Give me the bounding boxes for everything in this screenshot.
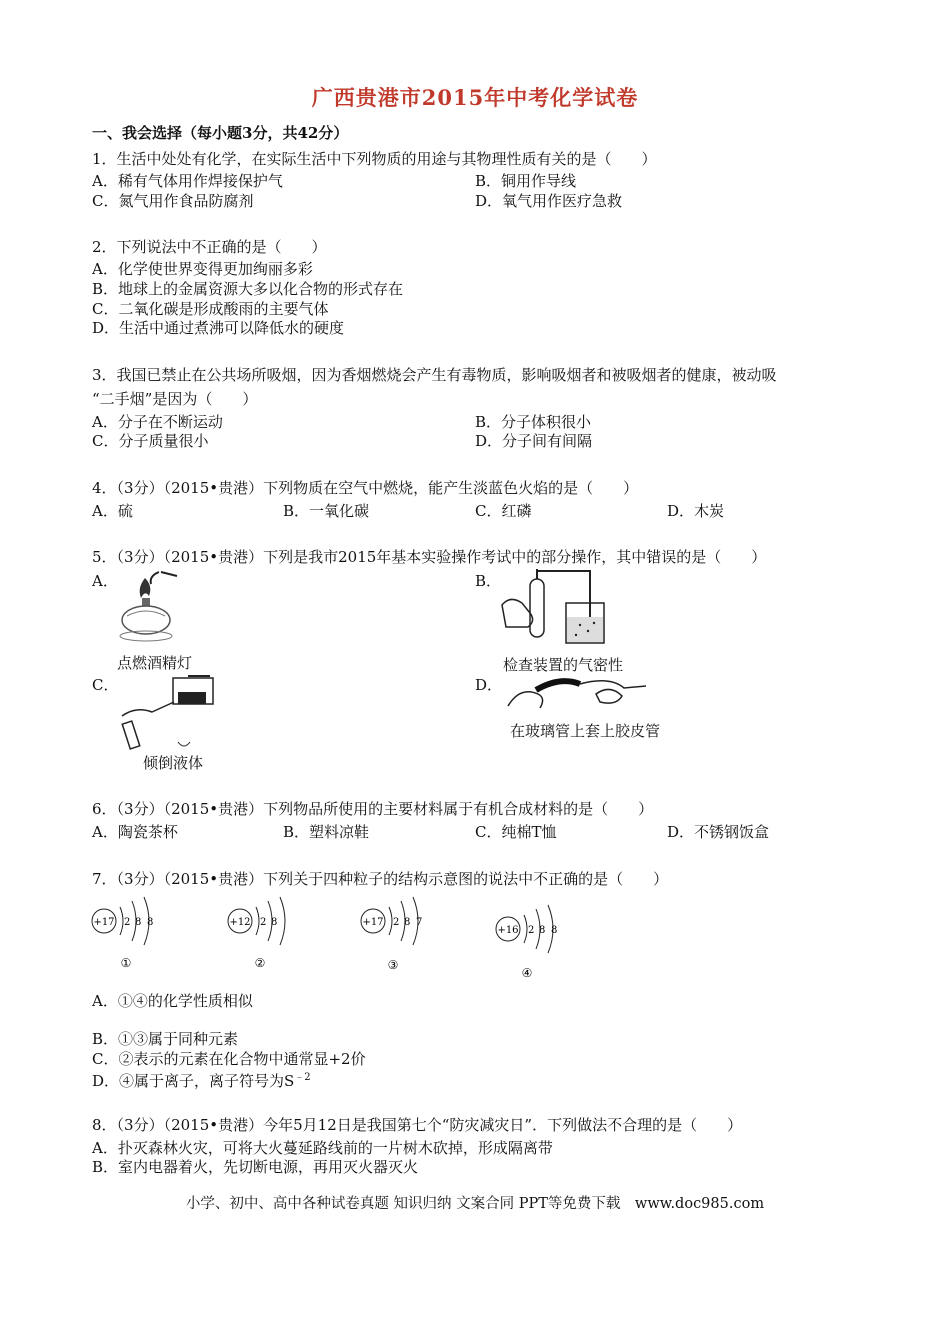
question-2-option-b: B．地球上的金属资源大多以化合物的形式存在 — [92, 280, 404, 298]
question-3-option-b: B．分子体积很小 — [475, 413, 592, 431]
svg-text:2: 2 — [124, 917, 131, 928]
question-7-option-b: B．①③属于同种元素 — [92, 1030, 239, 1048]
question-6-option-c: C．纯棉T恤 — [475, 823, 557, 841]
question-6-stem: 6．（3分）（2015•贵港）下列物品所使用的主要材料属于有机合成材料的是（ ） — [92, 800, 654, 818]
question-3-option-d: D．分子间有间隔 — [475, 432, 593, 450]
particle-1-diagram — [92, 897, 153, 970]
question-5-option-b: B． — [475, 572, 502, 590]
question-8-option-a: A．扑灭森林火灾，可将大火蔓延路线前的一片树木砍掉，形成隔离带 — [92, 1139, 553, 1157]
svg-text:8: 8 — [404, 917, 411, 928]
pouring-liquid-image — [118, 672, 218, 752]
question-1-option-c: C．氮气用作食品防腐剂 — [92, 192, 254, 210]
question-7-option-d-text: D．④属于离子，离子符号为S — [92, 1072, 295, 1090]
alcohol-lamp-image — [115, 570, 185, 650]
question-5-caption-d: 在玻璃管上套上胶皮管 — [510, 722, 661, 740]
particle-2-diagram — [228, 897, 285, 970]
question-3-option-c: C．分子质量很小 — [92, 432, 209, 450]
question-1-option-a: A．稀有气体用作焊接保护气 — [92, 172, 283, 190]
question-5-caption-c: 倾倒液体 — [143, 754, 204, 772]
question-4-stem: 4．（3分）（2015•贵港）下列物质在空气中燃烧，能产生淡蓝色火焰的是（ ） — [92, 479, 639, 497]
airtightness-check-image — [500, 565, 630, 650]
question-5-option-c: C． — [92, 676, 119, 694]
question-4-option-d: D．木炭 — [667, 502, 725, 520]
question-1-stem: 1．生活中处处有化学，在实际生活中下列物质的用途与其物理性质有关的是（ ） — [92, 150, 657, 168]
svg-text:2: 2 — [528, 925, 535, 936]
question-4-option-c: C．红磷 — [475, 502, 532, 520]
question-2-option-a: A．化学使世界变得更加绚丽多彩 — [92, 260, 313, 278]
question-3-stem-line2: “二手烟”是因为（ ） — [92, 390, 258, 408]
question-6-option-a: A．陶瓷茶杯 — [92, 823, 178, 841]
question-7-stem: 7．（3分）（2015•贵港）下列关于四种粒子的结构示意图的说法中不正确的是（ ） — [92, 870, 669, 888]
question-7-option-c: C．②表示的元素在化合物中通常显+2价 — [92, 1050, 366, 1068]
question-5-caption-b: 检查装置的气密性 — [503, 656, 624, 674]
svg-text:2: 2 — [393, 917, 400, 928]
svg-text:8: 8 — [147, 917, 154, 928]
svg-text:8: 8 — [551, 925, 558, 936]
svg-text:+16: +16 — [497, 925, 519, 936]
particle-structure-diagrams — [90, 895, 590, 987]
svg-text:2: 2 — [260, 917, 267, 928]
question-2-option-c: C．二氧化碳是形成酸雨的主要气体 — [92, 300, 329, 318]
question-5-option-d: D． — [475, 676, 503, 694]
question-8-option-b: B．室内电器着火，先切断电源，再用灭火器灭火 — [92, 1158, 419, 1176]
question-6-option-d: D．不锈钢饭盒 — [667, 823, 770, 841]
question-5-stem: 5．（3分）（2015•贵港）下列是我市2015年基本实验操作考试中的部分操作，其中错误的是（ ） — [92, 548, 767, 566]
question-5-option-a: A． — [92, 572, 118, 590]
page-footer: 小学、初中、高中各种试卷真题 知识归纳 文案合同 PPT等免费下载 www.doc985.com — [185, 1196, 765, 1212]
question-7-option-a: A．①④的化学性质相似 — [92, 992, 253, 1010]
question-4-option-a: A．硫 — [92, 502, 133, 520]
svg-text:8: 8 — [271, 917, 278, 928]
svg-text:+12: +12 — [229, 917, 251, 928]
svg-text:8: 8 — [135, 917, 142, 928]
question-1-option-b: B．铜用作导线 — [475, 172, 577, 190]
question-1-option-d: D．氧气用作医疗急救 — [475, 192, 623, 210]
svg-text:②: ② — [254, 956, 266, 970]
glass-tube-rubber-tube-image — [500, 672, 650, 717]
svg-text:③: ③ — [387, 958, 399, 972]
question-2-stem: 2．下列说法中不正确的是（ ） — [92, 238, 327, 256]
question-7-option-d — [92, 1068, 311, 1091]
ion-charge-superscript: ﹣2 — [294, 1072, 311, 1083]
svg-text:8: 8 — [539, 925, 546, 936]
page-title: 广西贵港市2015年中考化学试卷 — [311, 85, 639, 110]
question-5-caption-a: 点燃酒精灯 — [117, 654, 193, 672]
question-3-stem-line1: 3．我国已禁止在公共场所吸烟，因为香烟燃烧会产生有毒物质，影响吸烟者和被吸烟者的健康，被动吸 — [92, 366, 777, 384]
svg-text:①: ① — [120, 956, 132, 970]
question-4-option-b: B．一氧化碳 — [283, 502, 370, 520]
question-3-option-a: A．分子在不断运动 — [92, 413, 223, 431]
svg-text:+17: +17 — [362, 917, 384, 928]
section-heading: 一、我会选择（每小题3分，共42分） — [92, 124, 349, 142]
svg-text:7: 7 — [416, 917, 423, 928]
question-8-stem: 8．（3分）（2015•贵港）今年5月12日是我国第七个“防灾减灾日”．下列做法不合理的是（ ） — [92, 1116, 743, 1134]
svg-text:+17: +17 — [93, 917, 115, 928]
question-2-option-d: D．生活中通过煮沸可以降低水的硬度 — [92, 319, 345, 337]
particle-4-diagram — [496, 905, 557, 980]
question-6-option-b: B．塑料凉鞋 — [283, 823, 370, 841]
svg-text:④: ④ — [521, 966, 533, 980]
particle-3-diagram — [361, 897, 422, 972]
